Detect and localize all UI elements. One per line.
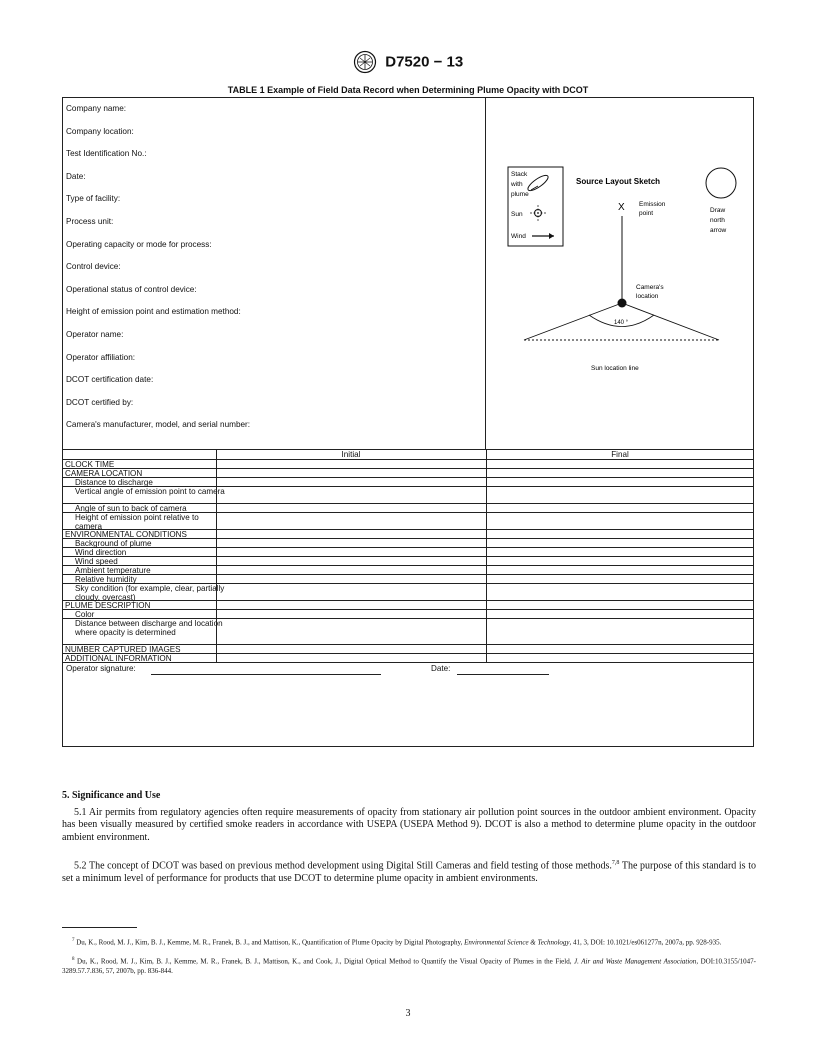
col-final-header: Final (611, 450, 629, 459)
p2-text: The purpose of this standard is to set a minimum level of performance for products that use DCOT to determine plume opacity in ambient environments. (62, 860, 756, 884)
table-row (63, 654, 753, 663)
row-label: Wind speed (75, 557, 118, 566)
wind-arrow-icon (532, 233, 554, 239)
table-row (63, 513, 753, 530)
footnote-text: , 41, 3, DOI: 10.1021/es061277n, 2007a, pp. 928-935. (569, 938, 722, 947)
footnote-journal: J. Air and Waste Management Association (573, 957, 697, 966)
row-label: CLOCK TIME (65, 460, 115, 469)
footnote-rule (62, 927, 137, 928)
north-arrow-circle (706, 168, 736, 198)
date-label: Date: (431, 664, 451, 673)
field-label: DCOT certification date: (66, 375, 154, 385)
table-row (63, 584, 753, 601)
page-header (0, 50, 816, 74)
footnote-text: Du, K., Rood, M. J., Kim, B. J., Kemme, M. R., Franek, B. J., and Mattison, K., Quantification of Plume Opacity by Digital Photography, (74, 938, 465, 947)
footnote-text: , DOI:10.3155/1047-3289.57.7.836, 57, 2007b, pp. 836-844. (62, 957, 756, 975)
citation-marks: 7,8 (611, 860, 620, 866)
field-label: Operating capacity or mode for process: (66, 239, 212, 249)
field-label: Test Identification No.: (66, 149, 147, 159)
p2-text: 5.2 The concept of DCOT was based on previous method development using Digital Still Cameras and field testing of those methods. (74, 860, 612, 872)
table-row (63, 619, 753, 645)
sun-line-label: Sun location line (591, 365, 639, 372)
emission-mark: X (618, 202, 625, 213)
astm-logo-icon (353, 50, 377, 74)
source-layout-sketch (486, 98, 754, 449)
table-row (63, 557, 753, 566)
row-label: PLUME DESCRIPTION (65, 601, 151, 610)
field-label: Company name: (66, 104, 127, 113)
footnote-8 (62, 955, 756, 976)
table-row (63, 610, 753, 619)
table-row (63, 645, 753, 654)
paragraph-5-1: 5.1 Air permits from regulatory agencies often require measurements of opacity from stationary air pollution point sources in the outdoor ambient environment. Opacity has been visually measured by certified smoke readers in accordance with USEPA (USEPA Method 9). DCOT is also a method to determine plume opacity in the outdoor ambient environment. (62, 807, 756, 843)
table-row (63, 601, 753, 610)
table-row (63, 469, 753, 478)
row-label: NUMBER CAPTURED IMAGES (65, 645, 181, 654)
paragraph-5-2 (62, 857, 756, 885)
legend-stack-label: with (511, 181, 523, 188)
field-label: Operational status of control device: (66, 284, 197, 294)
table-row (63, 487, 753, 504)
legend-stack-label: plume (511, 191, 529, 198)
draw-north-label: arrow (710, 227, 727, 234)
row-label: Distance to discharge (75, 478, 153, 487)
field-label: DCOT certified by: (66, 397, 134, 407)
table-row (63, 539, 753, 548)
angle-label: 140 ° (614, 320, 629, 326)
camera-label: Camera's (636, 284, 664, 291)
table-row (63, 478, 753, 487)
field-label: Camera's manufacturer, model, and serial number: (66, 420, 251, 430)
date-line[interactable] (457, 674, 549, 675)
field-label: Operator affiliation: (66, 352, 136, 362)
sketch-title: Source Layout Sketch (576, 177, 661, 186)
grid-header-row (63, 450, 753, 460)
field-label: Control device: (66, 262, 121, 272)
footnote-mark: 7 (72, 938, 75, 943)
field-label: Type of facility: (66, 194, 121, 204)
col-initial-header: Initial (341, 450, 361, 459)
sketch-diagram (486, 98, 754, 449)
legend-sun-label: Sun (511, 211, 523, 218)
camera-label: location (636, 293, 659, 300)
section-heading: 5. Significance and Use (62, 790, 161, 801)
table-row (63, 460, 753, 469)
field-data-record-table (62, 97, 754, 747)
footnote-mark: 8 (72, 957, 75, 962)
footnote-text: Du, K., Rood, M. J., Kim, B. J., Kemme, M. R., Franek, B. J., Mattison, K., and Cook, J., Digital Optical Method to Quantify the Visual Opacity of Plumes in the Field, (74, 957, 574, 966)
row-label: ENVIRONMENTAL CONDITIONS (65, 530, 187, 539)
stack-icon (526, 173, 550, 193)
legend-wind-label: Wind (511, 233, 526, 240)
field-label: Company location: (66, 126, 134, 136)
page-number: 3 (405, 1008, 411, 1019)
field-label: Operator name: (66, 330, 124, 339)
table-row (63, 566, 753, 575)
row-label: Sky condition (for example, clear, partially cloudy, overcast) (75, 584, 225, 602)
table-row (63, 575, 753, 584)
emission-label: point (639, 210, 654, 217)
field-label: Process unit: (66, 217, 114, 226)
row-label: ADDITIONAL INFORMATION (65, 654, 172, 663)
field-label: Height of emission point and estimation method: (66, 307, 241, 317)
signature-line[interactable] (151, 674, 381, 675)
footnote-journal: Environmental Science & Technology (464, 938, 570, 947)
row-label: Color (75, 610, 95, 619)
row-label: Vertical angle of emission point to camera (75, 487, 225, 496)
footnote-7 (62, 936, 756, 948)
header-fields (63, 98, 486, 449)
table-row (63, 504, 753, 513)
table-row (63, 548, 753, 557)
field-label: Date: (66, 171, 86, 181)
legend-stack-label: Stack (511, 171, 528, 178)
row-label: Background of plume (75, 539, 152, 548)
draw-north-label: north (710, 217, 725, 224)
row-label: Relative humidity (75, 575, 137, 584)
table-title: TABLE 1 Example of Field Data Record when Determining Plume Opacity with DCOT (227, 85, 589, 95)
data-grid (63, 449, 753, 673)
row-label: Distance between discharge and location where opacity is determined (75, 619, 223, 637)
draw-north-label: Draw (710, 207, 726, 214)
signature-label: Operator signature: (66, 664, 136, 673)
standard-designation: D7520 − 13 (385, 53, 464, 71)
row-label: Wind direction (75, 548, 127, 557)
row-label: Height of emission point relative to camera (75, 513, 199, 531)
row-label: Ambient temperature (75, 566, 151, 575)
sun-icon (530, 205, 546, 221)
row-label: Angle of sun to back of camera (75, 504, 187, 513)
emission-label: Emission (639, 201, 666, 208)
row-label: CAMERA LOCATION (65, 469, 143, 478)
table-row (63, 530, 753, 539)
